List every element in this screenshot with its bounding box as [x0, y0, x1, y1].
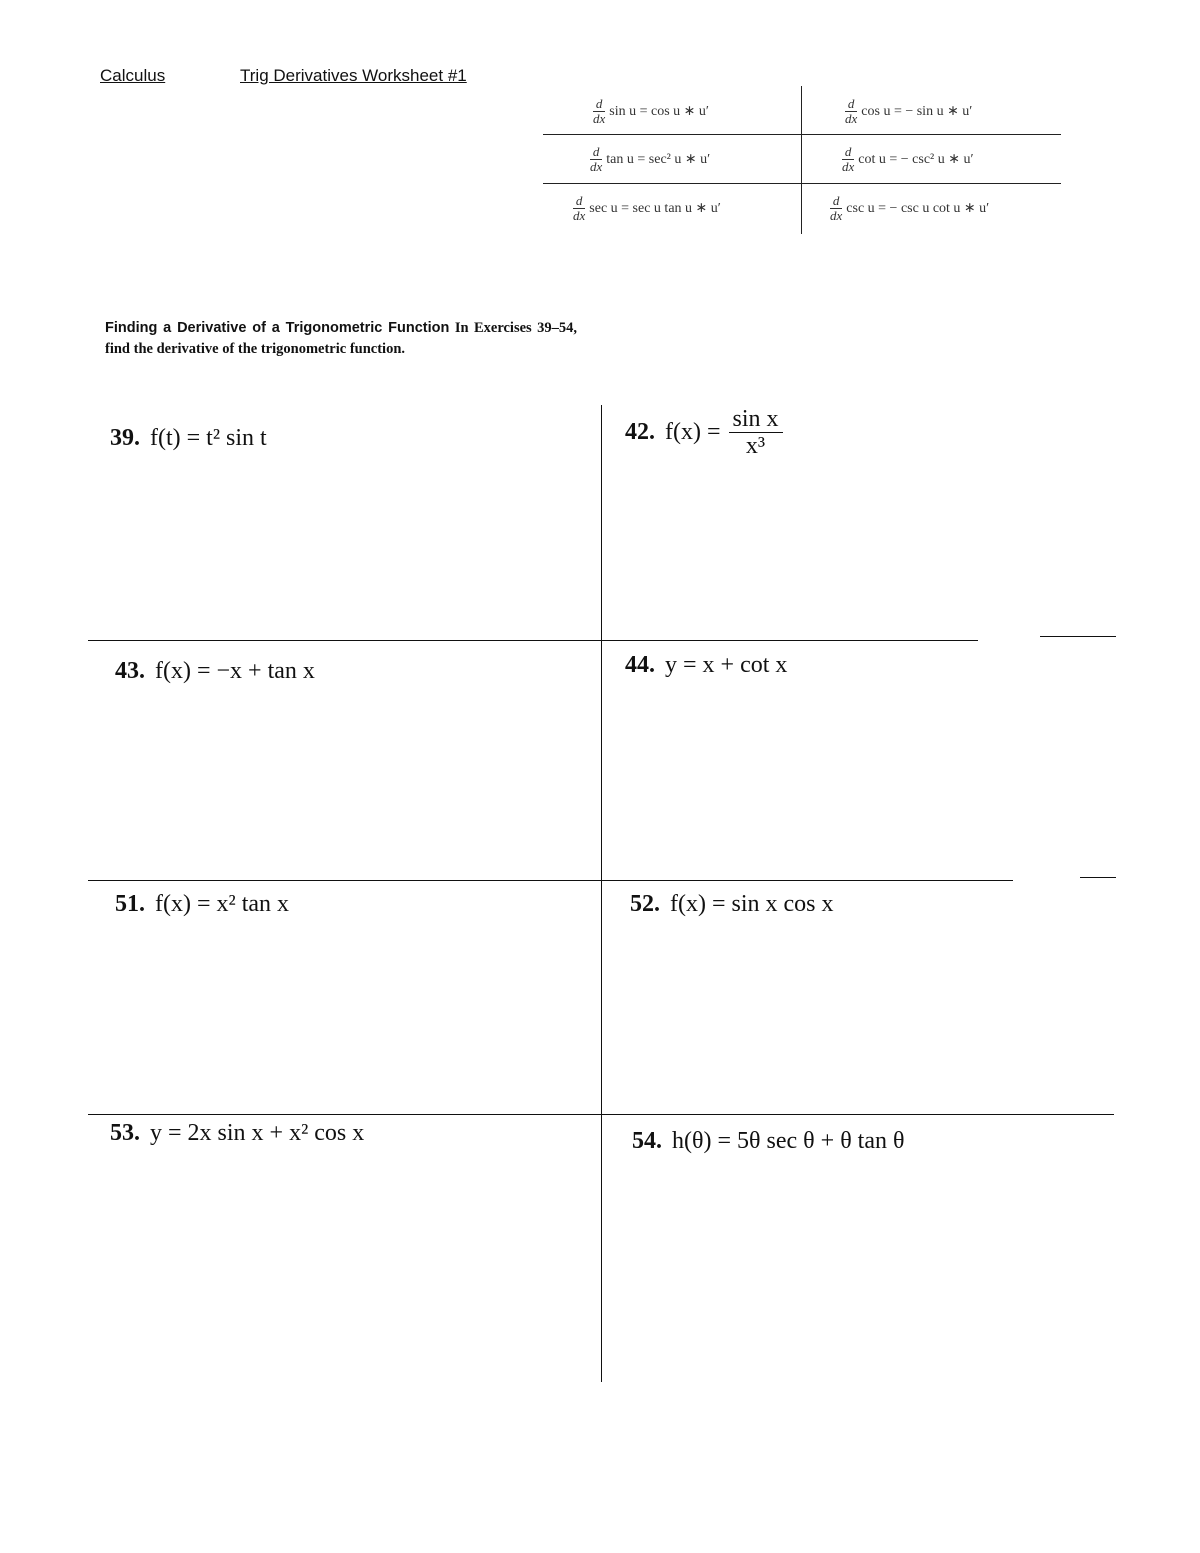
formula-tan: $\frac{d}{dx}$ tan u = sec² u ∗ u′: [590, 143, 711, 174]
d-dx-operator: $\frac{d}{dx}$: [593, 95, 606, 126]
problem-42-fraction: $\frac{\text{sin x}}{\text{x³}}$: [729, 406, 783, 459]
problem-51: 51. f(x) = x² tan x: [115, 891, 290, 917]
grid-row-divider: [88, 880, 1013, 881]
table-column-divider: [801, 86, 802, 234]
problem-52: 52. f(x) = sin x cos x: [630, 891, 834, 917]
problem-42: 42. f(x) = $\frac{\text{sin x}}{\text{x³}}$: [625, 406, 783, 459]
instructions-text: In Exercises 39–54, find the derivative of the trigonometric function.: [105, 320, 577, 357]
grid-row-divider: [88, 1114, 1114, 1115]
d-dx-operator: $\frac{d}{dx}$: [830, 192, 843, 223]
formula-csc: $\frac{d}{dx}$ csc u = − csc u cot u ∗ u′: [830, 192, 990, 223]
derivative-formula-table: [543, 86, 1061, 234]
worksheet-title: Trig Derivatives Worksheet #1: [240, 66, 467, 85]
course-title: Calculus: [100, 66, 166, 85]
formula-sin: $\frac{d}{dx}$ sin u = cos u ∗ u′: [593, 95, 709, 126]
problem-53: 53. y = 2x sin x + x² cos x: [110, 1120, 365, 1146]
d-dx-operator: $\frac{d}{dx}$: [573, 192, 586, 223]
formula-sec: $\frac{d}{dx}$ sec u = sec u tan u ∗ u′: [573, 192, 721, 223]
grid-row-divider: [1080, 877, 1116, 878]
instructions-heading: Finding a Derivative of a Trigonometric Function: [105, 320, 450, 336]
formula-cot: $\frac{d}{dx}$ cot u = − csc² u ∗ u′: [842, 143, 974, 174]
exercise-instructions: [105, 318, 577, 360]
table-row-divider: [543, 183, 1061, 184]
grid-row-divider: [1040, 636, 1116, 637]
grid-row-divider: [88, 640, 978, 641]
formula-cos: $\frac{d}{dx}$ cos u = − sin u ∗ u′: [845, 95, 973, 126]
problem-43: 43. f(x) = −x + tan x: [115, 658, 315, 684]
problem-44: 44. y = x + cot x: [625, 652, 788, 678]
d-dx-operator: $\frac{d}{dx}$: [842, 143, 855, 174]
problem-54: 54. h(θ) = 5θ sec θ + θ tan θ: [632, 1128, 905, 1154]
grid-vertical-divider: [601, 405, 602, 1382]
table-row-divider: [543, 134, 1061, 135]
problem-39: 39. f(t) = t² sin t: [110, 425, 267, 451]
d-dx-operator: $\frac{d}{dx}$: [845, 95, 858, 126]
d-dx-operator: $\frac{d}{dx}$: [590, 143, 603, 174]
